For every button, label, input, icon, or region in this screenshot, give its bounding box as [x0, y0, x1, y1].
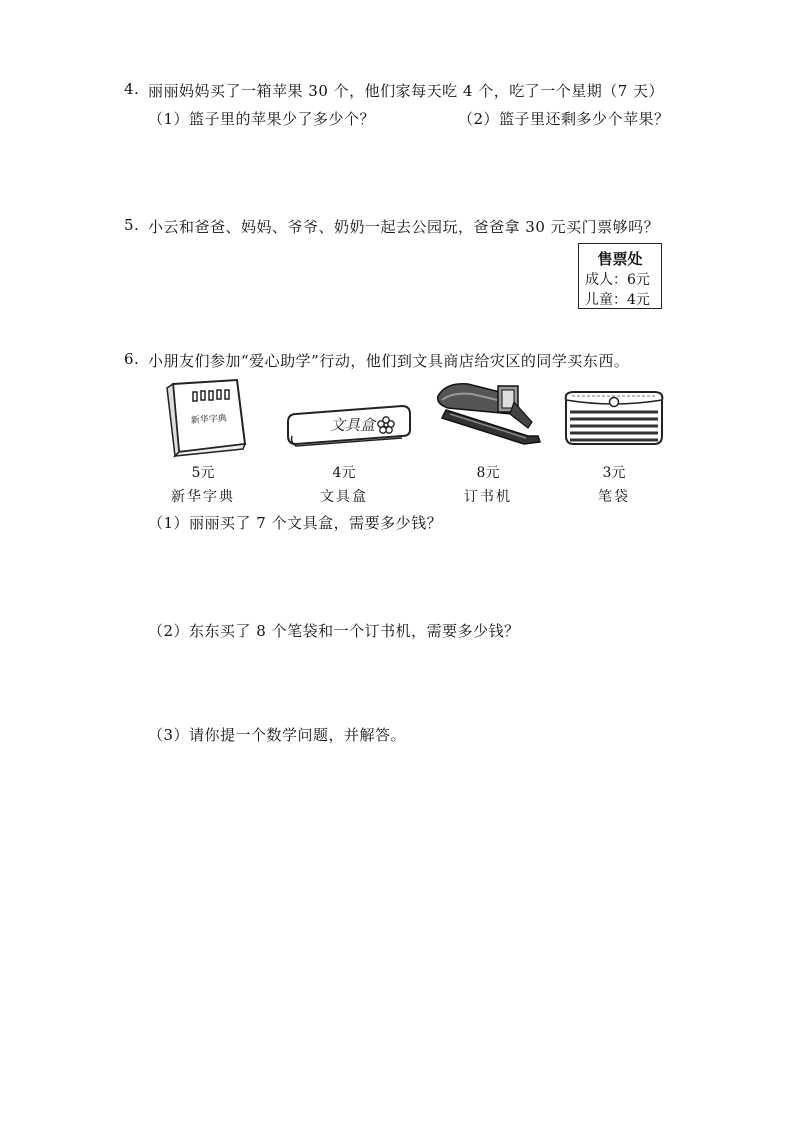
- item-dictionary-price: 5元: [191, 465, 215, 481]
- pencil-case-icon: [554, 378, 674, 458]
- item-pencil-case-name: 笔袋: [598, 489, 630, 505]
- pencil-box-cover-text: 文具盒: [330, 416, 376, 434]
- question-4-number: 4.: [124, 80, 140, 98]
- question-6-number: 6.: [124, 350, 140, 368]
- question-4-part-1: （1）篮子里的苹果少了多少个？: [148, 110, 376, 128]
- item-stapler-name: 订书机: [464, 489, 512, 505]
- ticket-office-sign: [578, 243, 662, 309]
- question-4-text: 丽丽妈妈买了一箱苹果 30 个，他们家每天吃 4 个，吃了一个星期（7 天）: [148, 82, 665, 100]
- question-4-part-2: （2）篮子里还剩多少个苹果？: [458, 110, 670, 128]
- item-stapler-price: 8元: [476, 465, 500, 481]
- dictionary-cover-text: 新华字典: [190, 413, 228, 427]
- item-stapler: [428, 378, 548, 506]
- stapler-icon: [428, 378, 548, 458]
- question-6-part-2: （2）东东买了 8 个笔袋和一个订书机，需要多少钱？: [148, 622, 520, 640]
- item-pencil-box: [284, 378, 404, 506]
- dictionary-icon: [155, 378, 251, 458]
- item-pencil-box-name: 文具盒: [320, 489, 368, 505]
- question-6-part-3: （3）请你提一个数学问题，并解答。: [148, 726, 407, 744]
- item-pencil-case: [554, 378, 674, 506]
- question-5-text: 小云和爸爸、妈妈、爷爷、奶奶一起去公园玩，爸爸拿 30 元买门票够吗？: [148, 218, 660, 236]
- item-pencil-box-price: 4元: [332, 465, 356, 481]
- pencil-box-icon: [284, 378, 414, 458]
- ticket-office-title: 售票处: [597, 250, 643, 268]
- question-6-part-1: （1）丽丽买了 7 个文具盒，需要多少钱？: [148, 514, 443, 532]
- child-price: 儿童：4元: [585, 292, 650, 308]
- question-5-number: 5.: [124, 216, 140, 234]
- adult-price: 成人：6元: [585, 272, 650, 288]
- item-dictionary: [143, 378, 263, 506]
- question-6-text: 小朋友们参加“爱心助学”行动，他们到文具商店给灾区的同学买东西。: [148, 352, 630, 370]
- item-pencil-case-price: 3元: [602, 465, 626, 481]
- item-dictionary-name: 新华字典: [171, 489, 235, 505]
